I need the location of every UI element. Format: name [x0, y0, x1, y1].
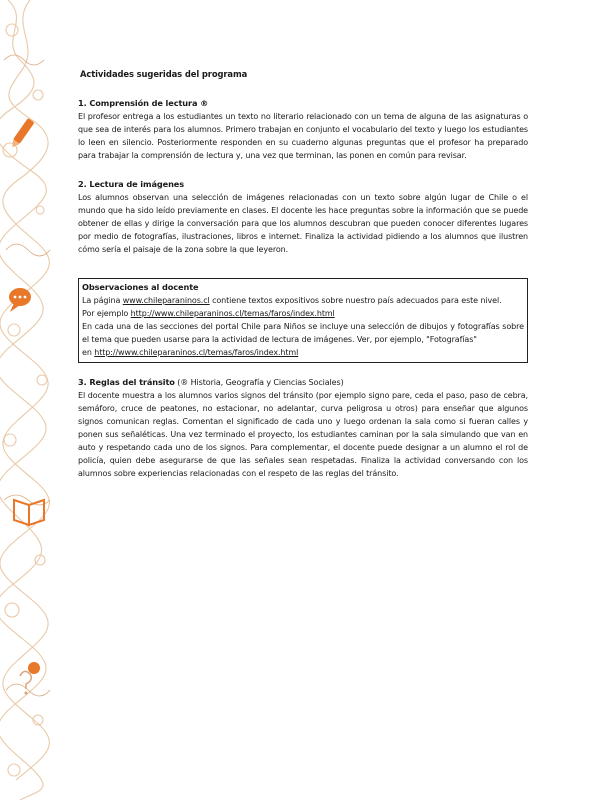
obs-text: en — [82, 348, 95, 357]
section-comprension-lectura — [78, 97, 528, 162]
chileparaninos-link[interactable]: www.chileparaninos.cl — [122, 296, 210, 305]
obs-line-4 — [82, 346, 524, 359]
section-title: 2. Lectura de imágenes — [78, 179, 185, 189]
page-heading: Actividades sugeridas del programa — [80, 69, 248, 79]
open-book-icon — [14, 500, 44, 525]
box-title: Observaciones al docente — [82, 282, 199, 292]
section-lectura-imagenes — [78, 178, 528, 256]
obs-text: La página — [82, 296, 123, 305]
faros-link-1[interactable]: http://www.chileparaninos.cl/temas/faros/index.html — [130, 309, 335, 318]
section-reglas-transito — [78, 376, 528, 480]
section-title-row — [78, 376, 528, 389]
obs-line-3: En cada una de las secciones del portal Chile para Niños se incluye una selección de dibujos y fotografías sobre el tema que pueden usarse para la actividad de lectura de imágenes. Ver, por ejemplo, "Fotografías" — [82, 322, 524, 344]
obs-line-1 — [82, 294, 524, 307]
pencil-icon — [9, 118, 34, 150]
section-title: 1. Comprensión de lectura ® — [78, 98, 209, 108]
section-title-suffix: (® Historia, Geografía y Ciencias Sociales) — [174, 378, 344, 387]
section-body: Los alumnos observan una selección de imágenes relacionadas con un texto sobre algún lugar de Chile o el mundo que ha sido leído previamente en clases. El docente les hace preguntas sobre la información que se puede obtener de ellas y dirige la conversación para que los alumnos descubran que pueden conocer diferentes lugares por medio de fotografías, ilustraciones, libros e internet. Finaliza la actividad pidiendo a los alumnos que ilustren cómo sería el paisaje de la zona sobre la que leyeron. — [78, 193, 528, 254]
obs-text: contiene textos expositivos sobre nuestro país adecuados para este nivel. — [209, 296, 502, 305]
faros-link-2[interactable]: http://www.chileparaninos.cl/temas/faros/index.html — [94, 348, 299, 357]
section-body: El profesor entrega a los estudiantes un texto no literario relacionado con un tema de alguna de las asignaturas o que sea de interés para los alumnos. Primero trabajan en conjunto el vocabulario del texto y luego los estudiantes lo leen en silencio. Posteriormente responden en su cuaderno algunas preguntas que el profesor ha preparado para trabajar la comprensión de lectura y, una vez que terminan, las ponen en común para revisar. — [78, 112, 528, 160]
section-title: 3. Reglas del tránsito — [78, 377, 175, 387]
document-body — [78, 68, 528, 480]
obs-text: Por ejemplo — [82, 309, 131, 318]
speech-bubble-icon — [9, 288, 31, 312]
obs-line-2 — [82, 307, 524, 320]
decorative-swirl-border — [0, 0, 62, 800]
section-body: El docente muestra a los alumnos varios signos del tránsito (por ejemplo signo pare, ceda el paso, paso de cebra, semáforo, cruce de peatones, no estacionar, no adelantar, curva peligrosa u otros) para enseñar que algunos signos comunican reglas. Comentan el significado de cada uno y luego ordenan la sala como si fueran calles y ponen sus señaléticas. Una vez terminado el proyecto, los estudiantes caminan por la sala simulando que van en auto y respetando cada uno de los signos. Para complementar, el docente puede designar a un alumno el rol de policía, quien debe asegurarse de que las señales sean respetadas. Finaliza la actividad conversando con los alumnos sobre experiencias relacionadas con el respeto de las reglas del tránsito. — [78, 391, 528, 478]
question-mark-icon — [20, 662, 40, 695]
observaciones-box — [78, 278, 528, 363]
